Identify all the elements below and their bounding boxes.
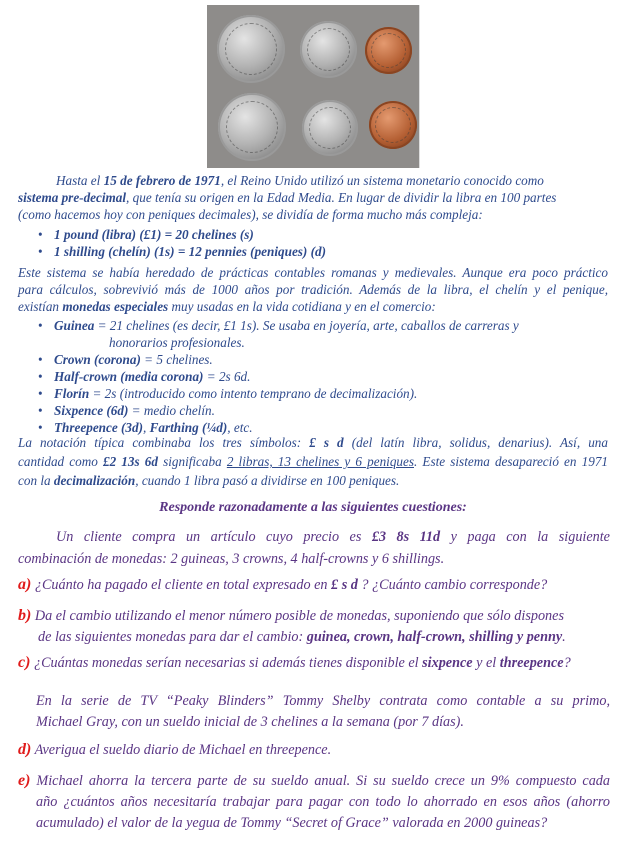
coin-item-guinea: • Guinea = 21 chelines (es decir, £1 1s). Se usaba en joyería, arte, caballos de carreras y honorarios profesionales. bbox=[18, 317, 608, 351]
coin-item-half-crown: • Half-crown (media corona) = 2s 6d. bbox=[18, 368, 608, 385]
question-d: d) Averigua el sueldo diario de Michael en threepence. bbox=[18, 741, 332, 758]
coins-photo bbox=[207, 5, 420, 168]
farthing-coin bbox=[365, 27, 412, 74]
question-a: a) ¿Cuánto ha pagado el cliente en total expresado en £ s d ? ¿Cuánto cambio corresponde? bbox=[18, 576, 548, 593]
unit-list bbox=[18, 226, 608, 260]
scenario-1: Un cliente compra un artículo cuyo precio es £3 8s 11d y paga con la siguiente combinación de monedas: 2 guineas, 3 crowns, 4 half-crowns y 6 shillings. bbox=[18, 529, 610, 567]
coin-item-florin: • Florín = 2s (introducido como intento temprano de decimalización). bbox=[18, 385, 608, 402]
unit-item: • 1 shilling (chelín) (1s) = 12 pennies (peniques) (d) bbox=[18, 243, 608, 260]
notation-paragraph: La notación típica combinaba los tres símbolos: £ s d (del latín libra, solidus, denarius). Así, una cantidad como £2 13s 6d significaba 2 libras, 13 chelines y 6 peniques. Este sistema desapareció en 1971 con la decimalización, cuando 1 libra pasó a dividirse en 100 peniques. bbox=[18, 435, 609, 488]
five-pence-coin bbox=[302, 100, 358, 156]
ten-pence-coin bbox=[218, 93, 286, 161]
history-paragraph: Este sistema se había heredado de prácticas contables romanas y medievales. Aunque era poco práctico para cálculos, sobrevivió más de 1000 años por tradición. Además de la libra, el chelín y el penique, existían monedas especiales muy usadas en la vida cotidiana y en el comercio: bbox=[18, 265, 608, 314]
question-e: e) Michael ahorra la tercera parte de su sueldo anual. Si su sueldo crece un 9% compuesto cada año ¿cuántos años necesitaría trabajar para pagar con todo lo ahorrado en esos años (ahorro acumulado) el valor de la yegua de Tommy “Secret of Grace” valorada en 2000 guineas? bbox=[18, 772, 610, 831]
scenario-2: En la serie de TV “Peaky Blinders” Tommy Shelby contrata como contable a su primo, Michael Gray, con un sueldo inicial de 3 chelines a la semana (por 7 días). bbox=[36, 693, 610, 730]
one-penny-coin bbox=[369, 101, 417, 149]
unit-item: • 1 pound (libra) (£1) = 20 chelines (s) bbox=[18, 226, 608, 243]
coin-item-crown: • Crown (corona) = 5 chelines. bbox=[18, 351, 608, 368]
exercise-heading: Responde razonadamente a las siguientes cuestiones: bbox=[159, 500, 467, 515]
shilling-coin bbox=[300, 21, 357, 78]
two-shilling-coin bbox=[217, 15, 285, 83]
question-c: c) ¿Cuántas monedas serían necesarias si además tienes disponible el sixpence y el threepence? bbox=[18, 654, 571, 671]
intro-paragraph: Hasta el 15 de febrero de 1971, el Reino Unido utilizó un sistema monetario conocido como sistema pre-decimal, que tenía su origen en la Edad Media. En lugar de dividir la libra en 100 partes (como hacemos hoy con peniques decimales), se dividía de forma mucho más compleja: bbox=[18, 173, 557, 222]
coin-item-sixpence: • Sixpence (6d) = medio chelín. bbox=[18, 402, 608, 419]
coin-item-threepence: • Threepence (3d), Farthing (¼d), etc. bbox=[18, 419, 608, 436]
question-b: b) Da el cambio utilizando el menor número posible de monedas, suponiendo que sólo dispones de las siguientes monedas para dar el cambio: guinea, crown, half-crown, shilling y penny. bbox=[18, 607, 566, 645]
special-coins-list bbox=[18, 317, 608, 436]
